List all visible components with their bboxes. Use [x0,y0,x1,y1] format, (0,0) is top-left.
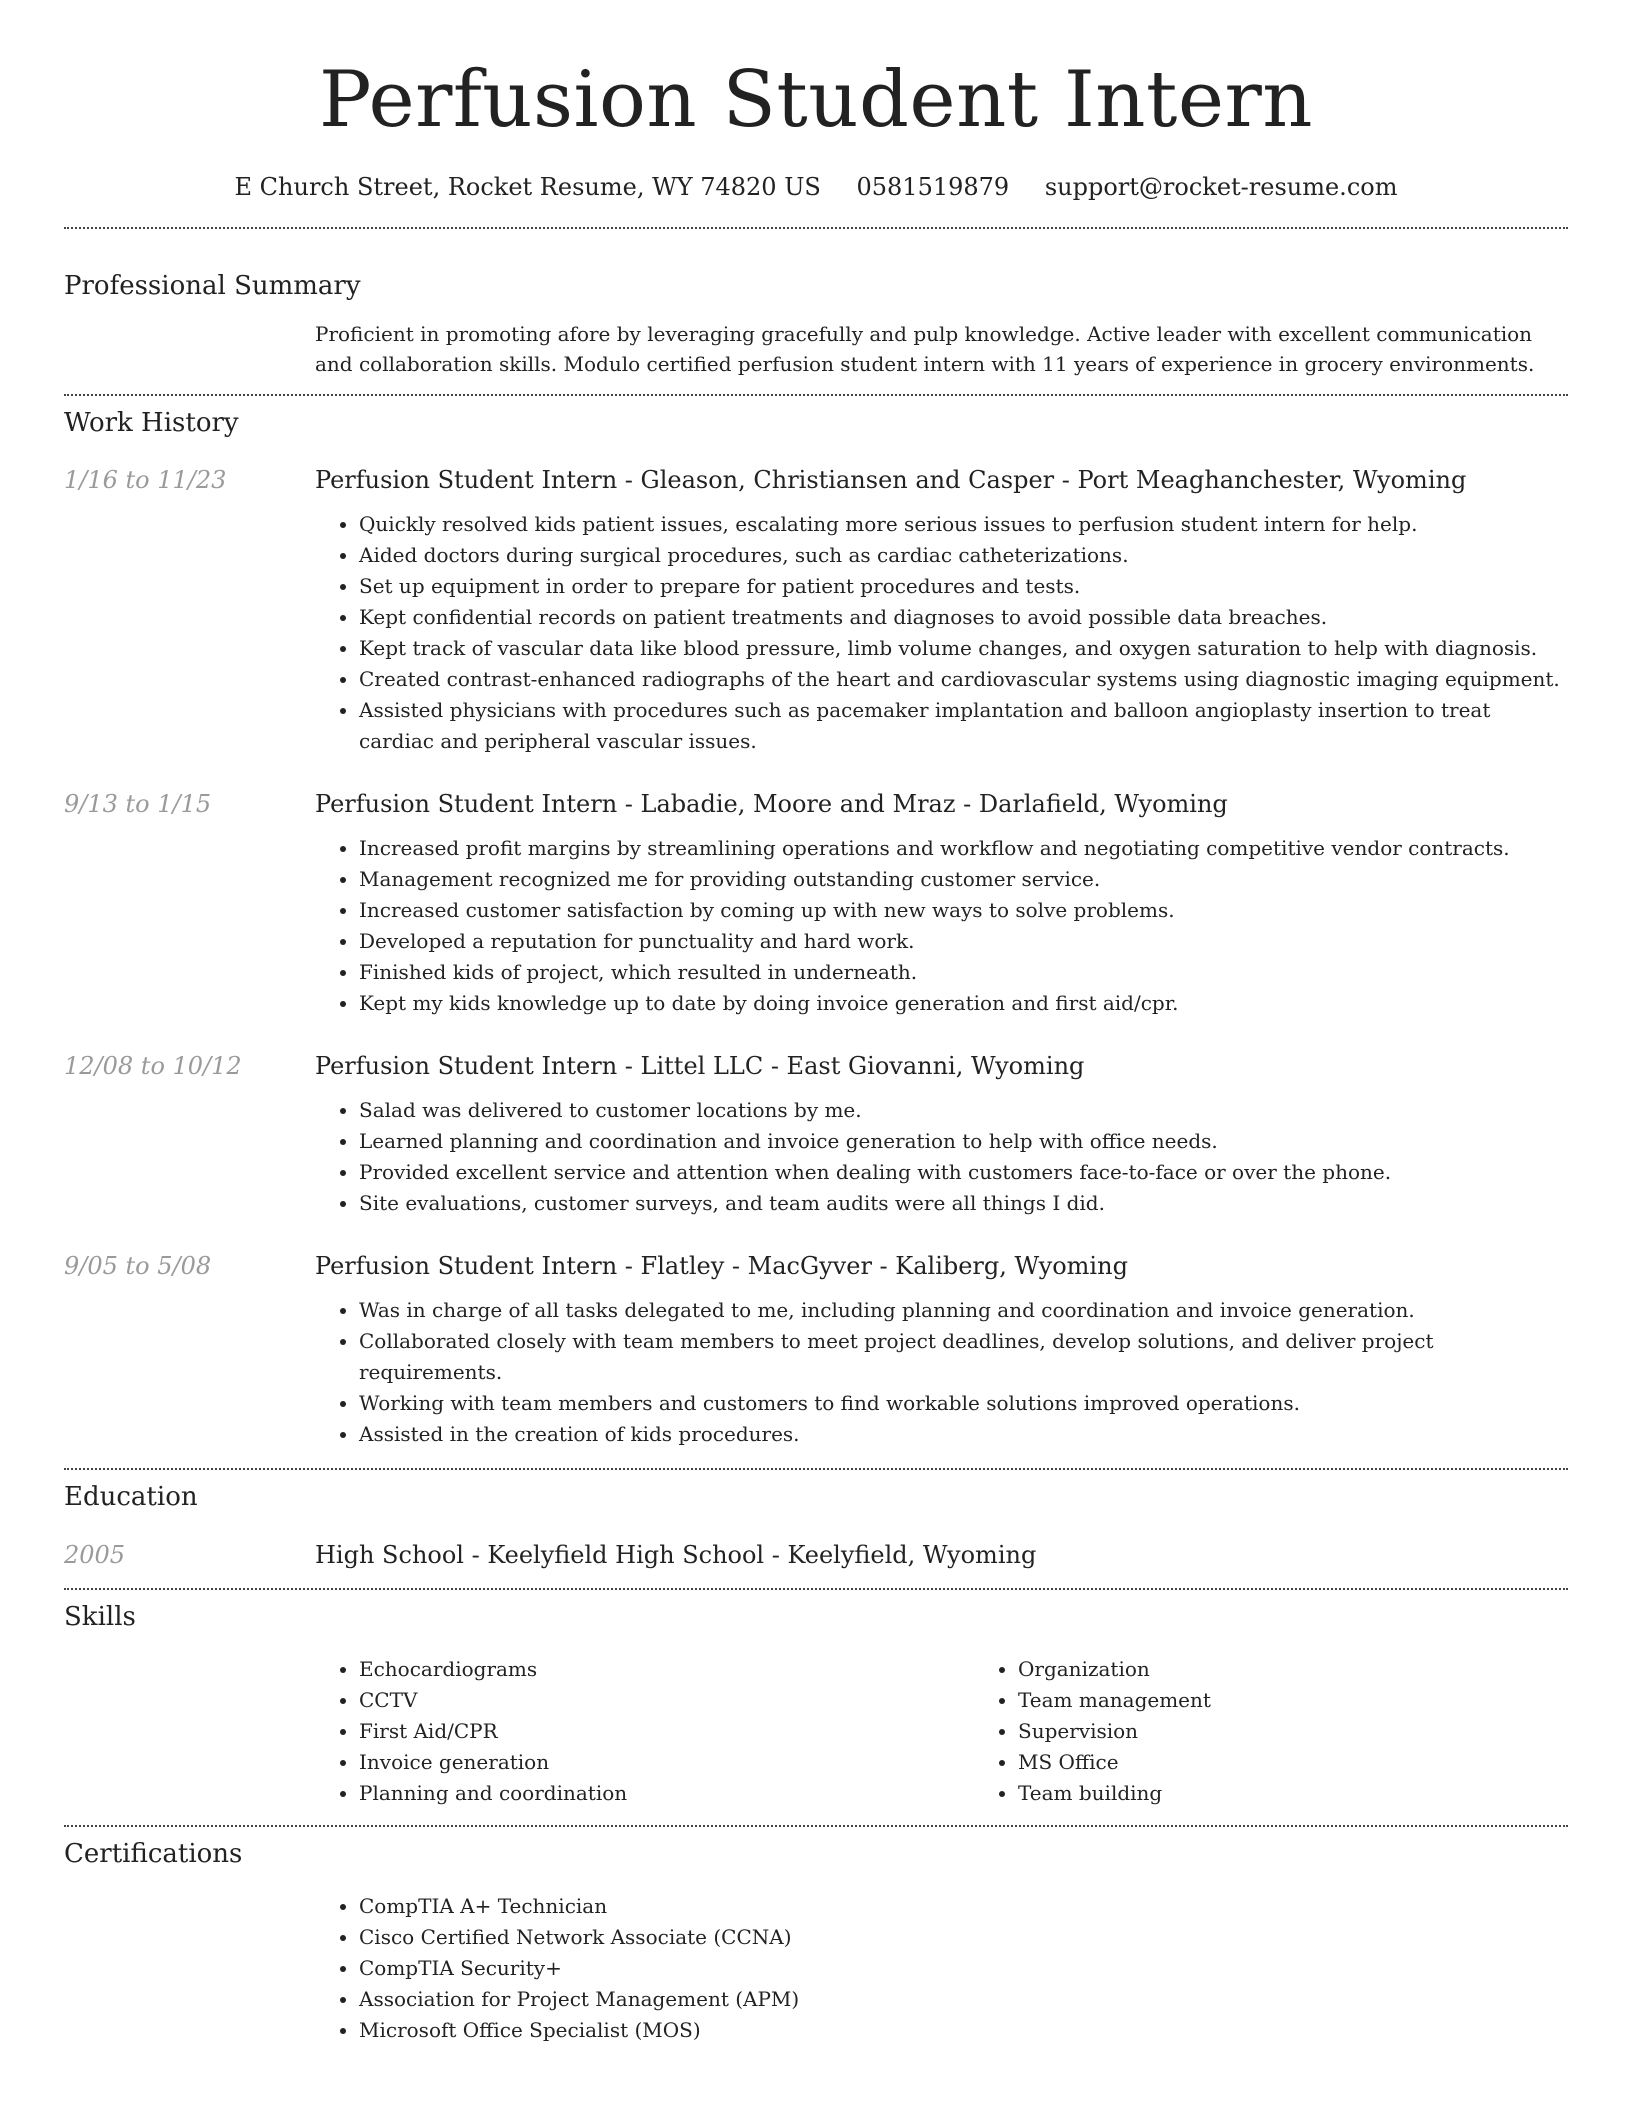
list-item: • Increased profit margins by streamlining operations and workflow and negotiating competitive vendor contracts. [359,833,1568,864]
job-entry [64,463,1568,757]
list-item: • Echocardiograms [359,1654,974,1685]
list-item: • Finished kids of project, which resulted in underneath. [359,957,1568,988]
list-item: • Assisted physicians with procedures such as pacemaker implantation and balloon angioplasty insertion to treat cardiac and peripheral vascular issues. [359,695,1568,757]
list-item: • Created contrast-enhanced radiographs of the heart and cardiovascular systems using diagnostic imaging equipment. [359,664,1568,695]
certifications-list [315,1891,1568,2046]
resume-name: Perfusion Student Intern [318,55,1314,145]
education-title: Education [64,1482,198,1512]
divider [64,1588,1568,1590]
education-section [64,1480,1568,1572]
divider [64,1825,1568,1827]
list-item: • Microsoft Office Specialist (MOS) [359,2015,1568,2046]
contact-email: support@rocket-resume.com [1044,173,1398,201]
list-item: • Learned planning and coordination and invoice generation to help with office needs. [359,1126,1568,1157]
job-entry [64,1049,1568,1219]
job-entry [64,787,1568,1019]
list-item: • Quickly resolved kids patient issues, escalating more serious issues to perfusion student intern for help. [359,509,1568,540]
list-item: • Planning and coordination [359,1778,974,1809]
list-item: • Set up equipment in order to prepare for patient procedures and tests. [359,571,1568,602]
list-item: • Association for Project Management (APM) [359,1984,1568,2015]
list-item: • MS Office [1018,1747,1632,1778]
list-item: • Invoice generation [359,1747,974,1778]
list-item: • Team building [1018,1778,1632,1809]
list-item: • Organization [1018,1654,1632,1685]
list-item: • Salad was delivered to customer locations by me. [359,1095,1568,1126]
skills-title: Skills [64,1602,136,1632]
summary-section [64,269,1568,379]
job-bullets [315,1095,1568,1219]
divider [64,227,1568,229]
job-dates: 9/05 to 5/08 [64,1252,212,1280]
list-item: • CCTV [359,1685,974,1716]
job-heading: Perfusion Student Intern - Labadie, Moore and Mraz - Darlafield, Wyoming [315,790,1228,818]
divider [64,1468,1568,1470]
education-entry [64,1538,1568,1572]
skills-list-right [974,1654,1632,1809]
list-item: • Kept my kids knowledge up to date by doing invoice generation and first aid/cpr. [359,988,1568,1019]
list-item: • Assisted in the creation of kids procedures. [359,1419,1568,1450]
list-item: • Cisco Certified Network Associate (CCNA) [359,1922,1568,1953]
certifications-section [64,1837,1568,2046]
list-item: • Site evaluations, customer surveys, and team audits were all things I did. [359,1188,1568,1219]
list-item: • Increased customer satisfaction by coming up with new ways to solve problems. [359,895,1568,926]
job-dates: 12/08 to 10/12 [64,1052,242,1080]
job-heading: Perfusion Student Intern - Flatley - MacGyver - Kaliberg, Wyoming [315,1252,1128,1280]
contact-address: E Church Street, Rocket Resume, WY 74820 US [234,173,821,201]
certifications-title: Certifications [64,1839,243,1869]
job-bullets [315,1295,1568,1450]
list-item: • Team management [1018,1685,1632,1716]
skills-section [64,1600,1568,1809]
work-title: Work History [64,408,239,438]
job-bullets [315,509,1568,757]
contact-phone: 0581519879 [856,173,1010,201]
job-dates: 9/13 to 1/15 [64,790,212,818]
summary-title: Professional Summary [64,271,361,301]
list-item: • Management recognized me for providing outstanding customer service. [359,864,1568,895]
education-year: 2005 [64,1541,126,1569]
job-dates: 1/16 to 11/23 [64,466,227,494]
contact-line [64,170,1568,204]
summary-text: Proficient in promoting afore by leveraging gracefully and pulp knowledge. Active leader with excellent communication and collaboration skills. Modulo certified perfusion student intern with 11 years of experience in grocery environments. [315,322,1535,376]
list-item: • Aided doctors during surgical procedures, such as cardiac catheterizations. [359,540,1568,571]
list-item: • Was in charge of all tasks delegated to me, including planning and coordination and invoice generation. [359,1295,1568,1326]
list-item: • Kept track of vascular data like blood pressure, limb volume changes, and oxygen saturation to help with diagnosis. [359,633,1568,664]
list-item: • CompTIA A+ Technician [359,1891,1568,1922]
list-item: • First Aid/CPR [359,1716,974,1747]
divider [64,394,1568,396]
job-heading: Perfusion Student Intern - Gleason, Christiansen and Casper - Port Meaghanchester, Wyoming [315,466,1467,494]
work-section [64,406,1568,1450]
education-heading: High School - Keelyfield High School - Keelyfield, Wyoming [315,1541,1037,1569]
list-item: • Supervision [1018,1716,1632,1747]
job-heading: Perfusion Student Intern - Littel LLC - East Giovanni, Wyoming [315,1052,1085,1080]
job-bullets [315,833,1568,1019]
list-item: • Provided excellent service and attention when dealing with customers face-to-face or over the phone. [359,1157,1568,1188]
skills-list-left [315,1654,974,1809]
list-item: • CompTIA Security+ [359,1953,1568,1984]
list-item: • Developed a reputation for punctuality and hard work. [359,926,1568,957]
job-entry [64,1249,1568,1450]
list-item: • Collaborated closely with team members to meet project deadlines, develop solutions, and deliver project requirements. [359,1326,1568,1388]
list-item: • Kept confidential records on patient treatments and diagnoses to avoid possible data breaches. [359,602,1568,633]
list-item: • Working with team members and customers to find workable solutions improved operations. [359,1388,1568,1419]
